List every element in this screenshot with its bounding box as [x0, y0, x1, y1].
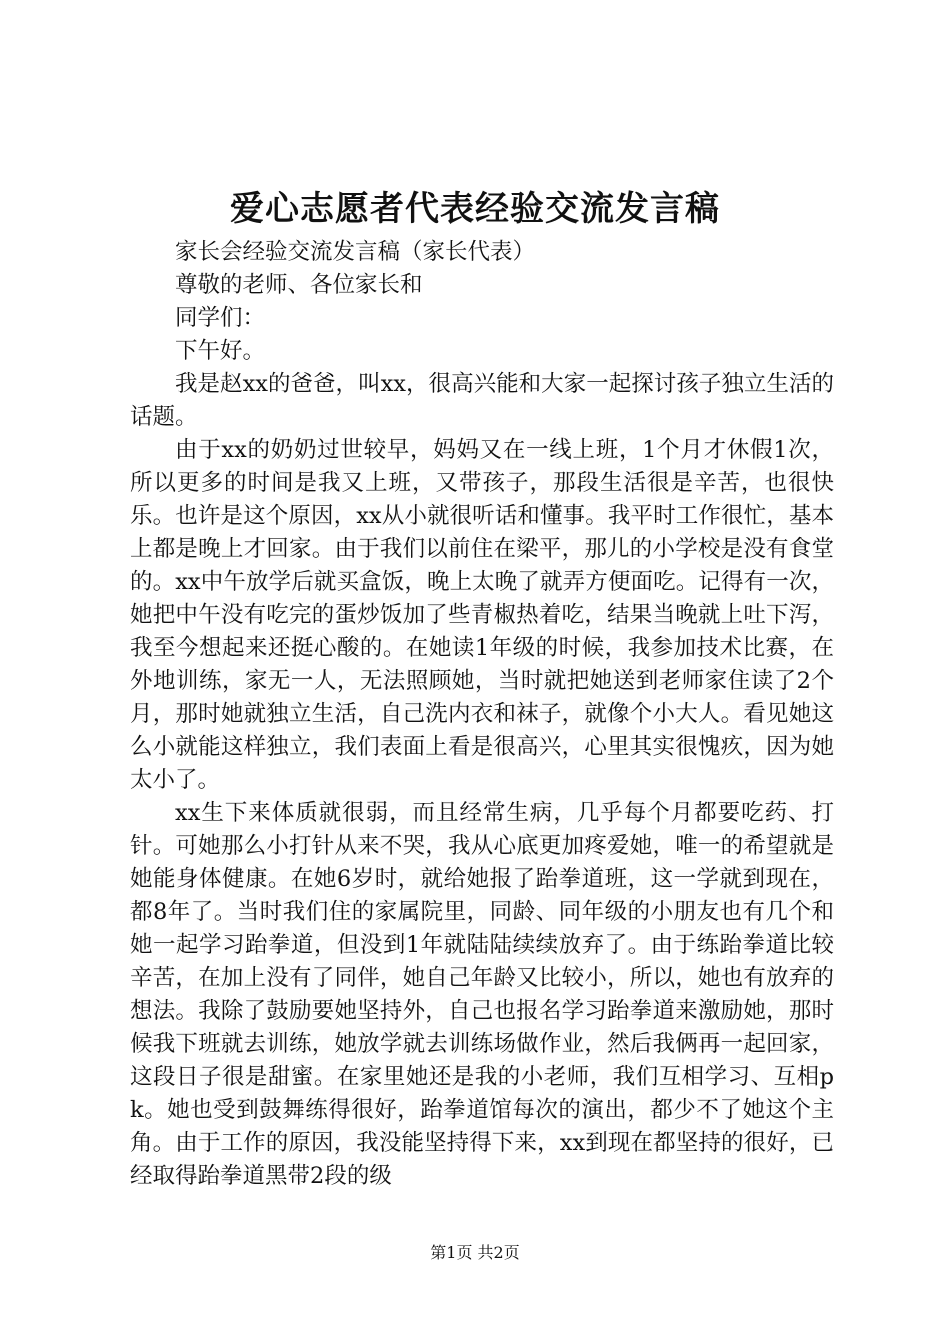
document-title: 爱心志愿者代表经验交流发言稿: [230, 189, 720, 229]
paragraph-greeting: 下午好。: [175, 338, 266, 364]
paragraph-salutation-1: 尊敬的老师、各位家长和: [175, 272, 423, 298]
page-number-footer: 第1页 共2页: [430, 1243, 520, 1262]
paragraph-salutation-2: 同学们：: [175, 305, 266, 331]
document-body: [130, 236, 834, 1193]
paragraph-subtitle: 家长会经验交流发言稿（家长代表）: [175, 239, 536, 265]
paragraph-story-2: xx生下来体质就很弱，而且经常生病，几乎每个月都要吃药、打针。可她那么小打针从来不哭，我从心底更加疼爱她，唯一的希望就是她能身体健康。在她6岁时，就给她报了跆拳道班，这一学就到现在，都8年了。当时我们住的家属院里，同龄、同年级的小朋友也有几个和她一起学习跆拳道，但没到1年就陆陆续续放弃了。由于练跆拳道比较辛苦，在加上没有了同伴，她自己年龄又比较小，所以，她也有放弃的想法。我除了鼓励要她坚持外，自己也报名学习跆拳道来激励她，那时候我下班就去训练，她放学就去训练场做作业，然后我俩再一起回家，这段日子很是甜蜜。在家里她还是我的小老师，我们互相学习、互相pk。她也受到鼓舞练得很好，跆拳道馆每次的演出，都少不了她这个主角。由于工作的原因，我没能坚持得下来，xx到现在都坚持的很好，已经取得跆拳道黑带2段的级: [130, 800, 834, 1189]
paragraph-intro: 我是赵xx的爸爸，叫xx，很高兴能和大家一起探讨孩子独立生活的话题。: [130, 371, 834, 430]
paragraph-story-1: 由于xx的奶奶过世较早，妈妈又在一线上班，1个月才休假1次，所以更多的时间是我又上班，又带孩子，那段生活很是辛苦，也很快乐。也许是这个原因，xx从小就很听话和懂事。我平时工作很忙，基本上都是晚上才回家。由于我们以前住在梁平，那儿的小学校是没有食堂的。xx中午放学后就买盒饭，晚上太晚了就弄方便面吃。记得有一次，她把中午没有吃完的蛋炒饭加了些青椒热着吃，结果当晚就上吐下泻，我至今想起来还挺心酸的。在她读1年级的时候，我参加技术比赛，在外地训练，家无一人，无法照顾她，当时就把她送到老师家住读了2个月，那时她就独立生活，自己洗内衣和袜子，就像个小大人。看见她这么小就能这样独立，我们表面上看是很高兴，心里其实很愧疚，因为她太小了。: [130, 437, 834, 793]
